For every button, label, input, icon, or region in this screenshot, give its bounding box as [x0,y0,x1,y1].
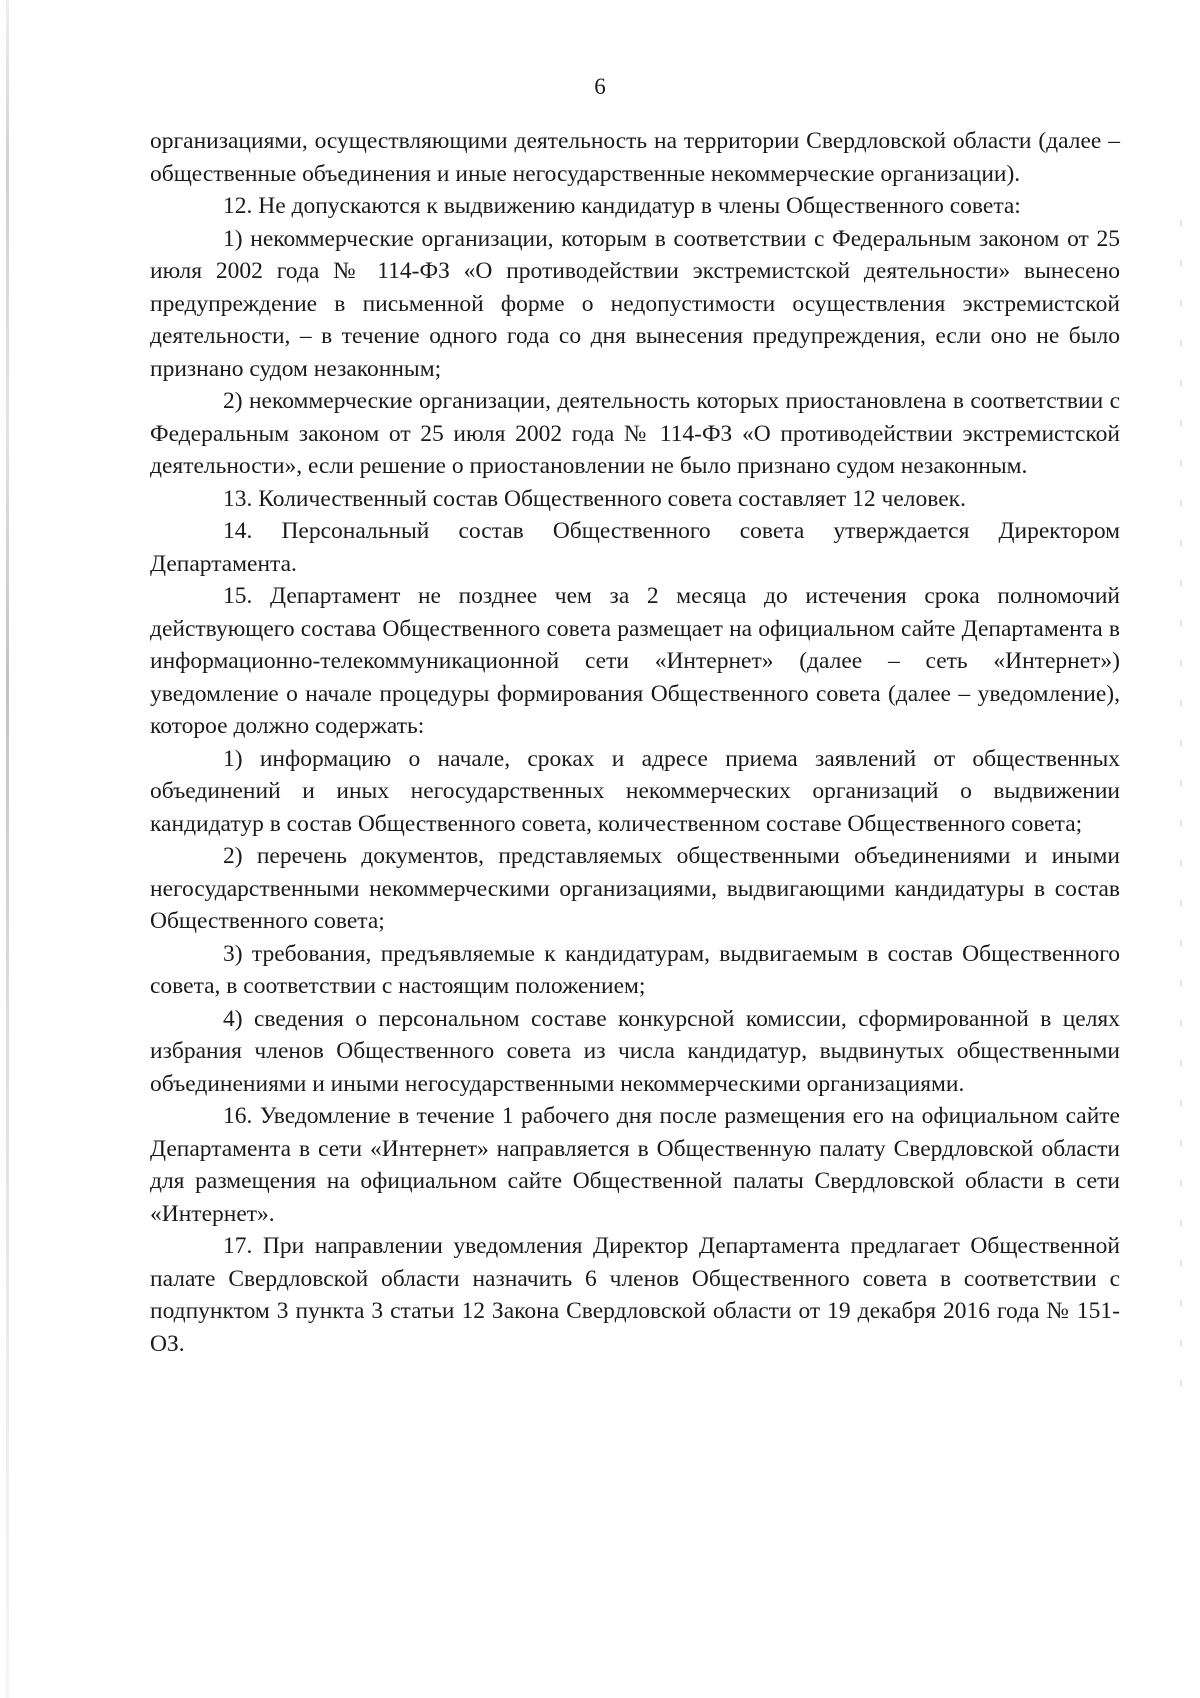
paragraph-continuation: организациями, осуществляющими деятельность на территории Свердловской области (далее – общественные объединения и иные негосударственные некоммерческие организации). [150,128,1120,187]
paragraph-item-15-2: 2) перечень документов, представляемых общественными объединениями и иными негосударственными некоммерческими организациями, выдвигающими кандидатуры в состав Общественного совета; [150,843,1120,934]
page-number: 6 [594,74,606,99]
paragraph-item-15-3: 3) требования, предъявляемые к кандидатурам, выдвигаемым в состав Общественного совета, в соответствии с настоящим положением; [150,940,1120,999]
paragraph-item-14: 14. Персональный состав Общественного совета утверждается Директором Департамента. [150,518,1120,577]
document-body [150,125,1120,1360]
paragraph-item-15-1: 1) информацию о начале, сроках и адресе приема заявлений от общественных объединений и иных негосударственных некоммерческих организаций о выдвижении кандидатур в состав Общественного совета, количественном составе Общественного совета; [150,745,1120,837]
paragraph-item-13: 13. Количественный состав Общественного совета составляет 12 человек. [223,485,966,512]
paragraph-item-15: 15. Департамент не позднее чем за 2 месяца до истечения срока полномочий действующего состава Общественного совета размещает на официальном сайте Департамента в информационно-телекоммуникационной сети «Интернет» (далее – сеть «Интернет») уведомление о начале процедуры формирования Общественного совета (далее – уведомление), которое должно содержать: [150,583,1120,739]
scan-edge-mark-left [6,0,9,1698]
scan-edge-mark-right [1180,220,1182,1420]
paragraph-item-16: 16. Уведомление в течение 1 рабочего дня после размещения его на официальном сайте Департамента в сети «Интернет» направляется в Общественную палату Свердловской области для размещения на официальном сайте Общественной палаты Свердловской области в сети «Интернет». [150,1103,1120,1227]
paragraph-item-15-4: 4) сведения о персональном составе конкурсной комиссии, сформированной в целях избрания членов Общественного совета из числа кандидатур, выдвинутых общественными объединениями и иными негосударственными некоммерческими организациями. [150,1005,1120,1097]
paragraph-item-17: 17. При направлении уведомления Директор Департамента предлагает Общественной палате Свердловской области назначить 6 членов Общественного совета в соответствии с подпунктом 3 пункта 3 статьи 12 Закона Свердловской области от 19 декабря 2016 года № 151-ОЗ. [150,1233,1120,1357]
paragraph-item-12: 12. Не допускаются к выдвижению кандидатур в члены Общественного совета: [223,193,1021,219]
paragraph-item-12-1: 1) некоммерческие организации, которым в соответствии с Федеральным законом от 25 июля 2002 года № 114-ФЗ «О противодействии экстремистской деятельности» вынесено предупреждение в письменной форме о недопустимости осуществления экстремистской деятельности, – в течение одного года со дня вынесения предупреждения, если оно не было признано судом незаконным; [150,225,1120,382]
paragraph-item-12-2: 2) некоммерческие организации, деятельность которых приостановлена в соответствии с Федеральным законом от 25 июля 2002 года № 114-ФЗ «О противодействии экстремистской деятельности», если решение о приостановлении не было признано судом незаконным. [150,388,1120,479]
